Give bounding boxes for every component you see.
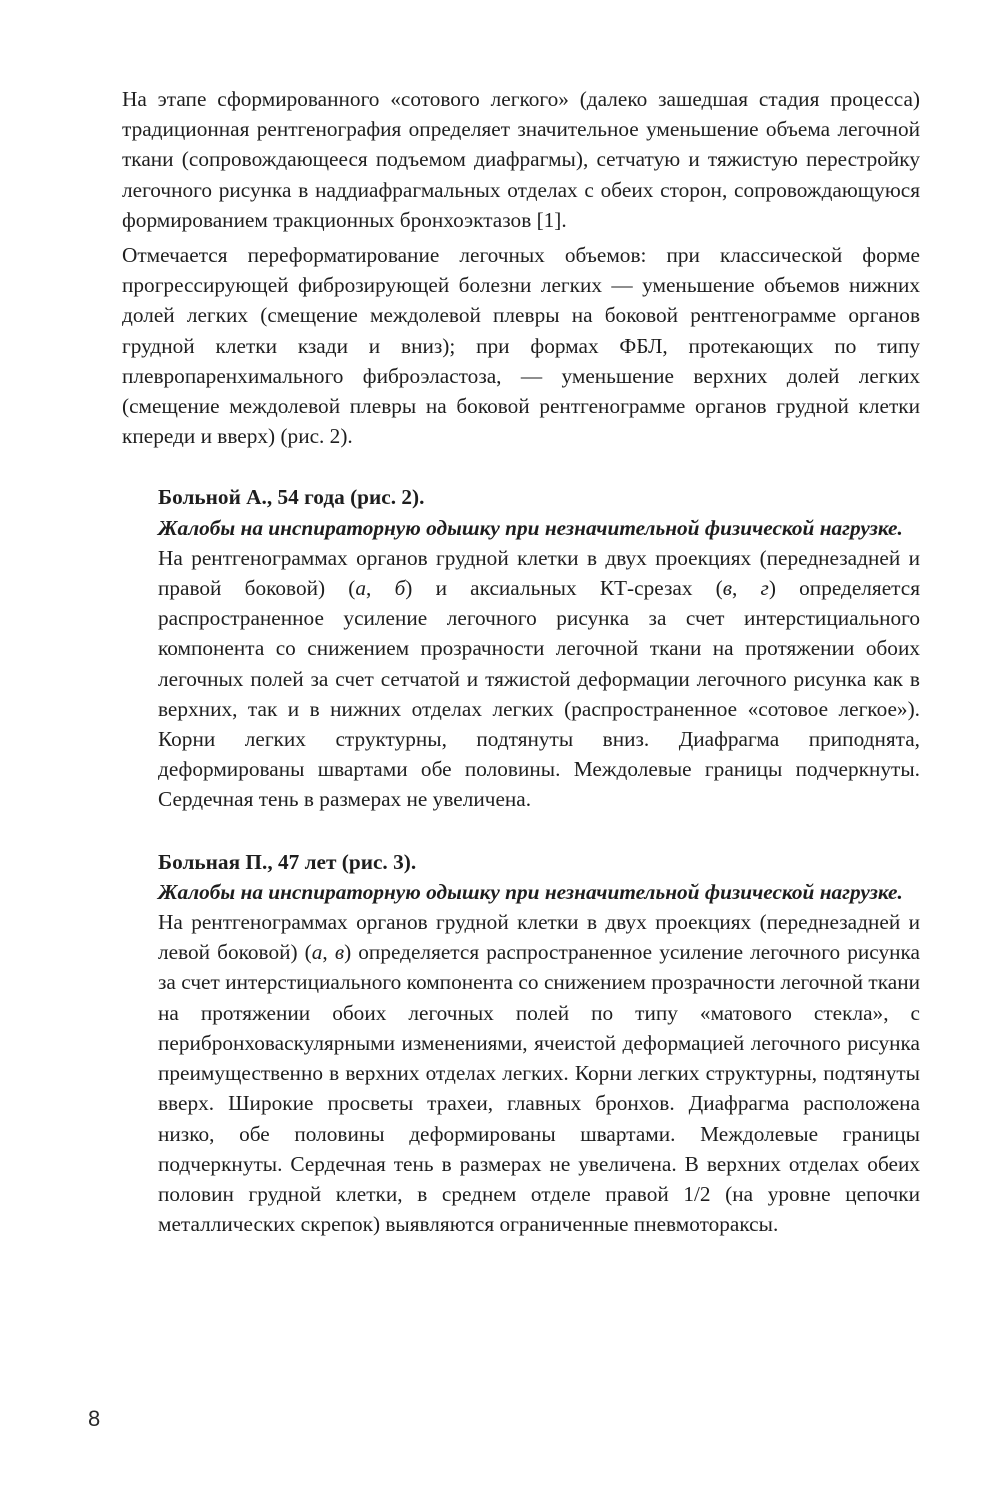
case-complaint: Жалобы на инспираторную одышку при незначительной физической нагрузке.: [158, 515, 903, 540]
case-text-separator: ,: [322, 940, 335, 965]
case-text: ) определяется распространенное усиление легочного рисунка за счет интерстициального компонента со снижением прозрачности легочной ткани на протяжении обоих легочных полей по типу «матового стекла», с перибронховаскулярными изменениями, ячеистой деформацией легочного рисунка преимущественно в верхних отделах легких. Корни легких структурны, подтянуты вверх. Широкие просветы трахеи, главных бронхов. Диафрагма расположена низко, обе половины деформированы швартами. Междолевые границы подчеркнуты. Сердечная тень в размерах не увеличена. В верхних отделах обеих половин грудной клетки, в среднем отделе правой 1/2 (на уровне цепочки металлических скрепок) выявляются ограниченные пневмотораксы.: [158, 940, 920, 1237]
case-patient-a: [122, 482, 920, 814]
figure-letter-v: в: [334, 940, 345, 965]
case-heading: Больная П., 47 лет (рис. 3).: [158, 849, 417, 874]
figure-letter-a: а: [311, 940, 323, 965]
paragraph-lung-volumes: Отмечается переформатирование легочных объемов: при классической форме прогрессирующей фиброзирующей болезни легких — уменьшение объемов нижних долей легких (смещение междолевой плевры на боковой рентгенограмме органов грудной клетки кзади и вниз); при формах ФБЛ, протекающих по типу плевропаренхимального фиброэластоза, — уменьшение верхних долей легких (смещение междолевой плевры на боковой рентгенограмме органов грудной клетки кпереди и вверх) (рис. 2).: [122, 243, 920, 449]
case-text: На рентгенограммах органов грудной клетки в двух проекциях (переднезадней и правой боковой) (: [158, 545, 920, 601]
case-text: На рентгенограммах органов грудной клетки в двух проекциях (переднезадней и левой боковой) (: [158, 910, 920, 965]
figure-letter-v: в: [722, 576, 733, 601]
page-content: [122, 84, 920, 1239]
figure-letter-b: б: [394, 576, 406, 601]
figure-letter-g: г: [760, 576, 769, 601]
case-patient-p: [122, 847, 920, 1240]
figure-letter-a: а: [355, 576, 367, 601]
case-complaint: Жалобы на инспираторную одышку при незначительной физической нагрузке.: [158, 879, 903, 904]
case-text-separator: ,: [732, 576, 761, 601]
page-number: 8: [88, 1406, 101, 1431]
case-text: ) определяется распространенное усиление легочного рисунка за счет интерстициального компонента со снижением прозрачности легочной ткани на протяжении обоих легочных полей за счет сетчатой и тяжистой деформации легочного рисунка как в верхних, так и в нижних отделах легких (распространенное «сотовое легкое»). Корни легких структурны, подтянуты вниз. Диафрагма приподнята, деформированы швартами обе половины. Междолевые границы подчеркнуты. Сердечная тень в размерах не увеличена.: [158, 576, 920, 812]
case-description: [158, 543, 920, 815]
case-heading: Больной А., 54 года (рис. 2).: [158, 485, 425, 510]
case-text-separator: ,: [366, 576, 395, 601]
paragraph-honeycomb-lung: На этапе сформированного «сотового легкого» (далеко зашедшая стадия процесса) традиционная рентгенография определяет значительное уменьшение объема легочной ткани (сопровождающееся подъемом диафрагмы), сетчатую и тяжистую перестройку легочного рисунка в наддиафрагмальных отделах с обеих сторон, сопровождающуюся формированием тракционных бронхоэктазов [1].: [122, 87, 920, 232]
case-description: [158, 907, 920, 1239]
case-text: ) и аксиальных КТ-срезах (: [405, 576, 723, 601]
